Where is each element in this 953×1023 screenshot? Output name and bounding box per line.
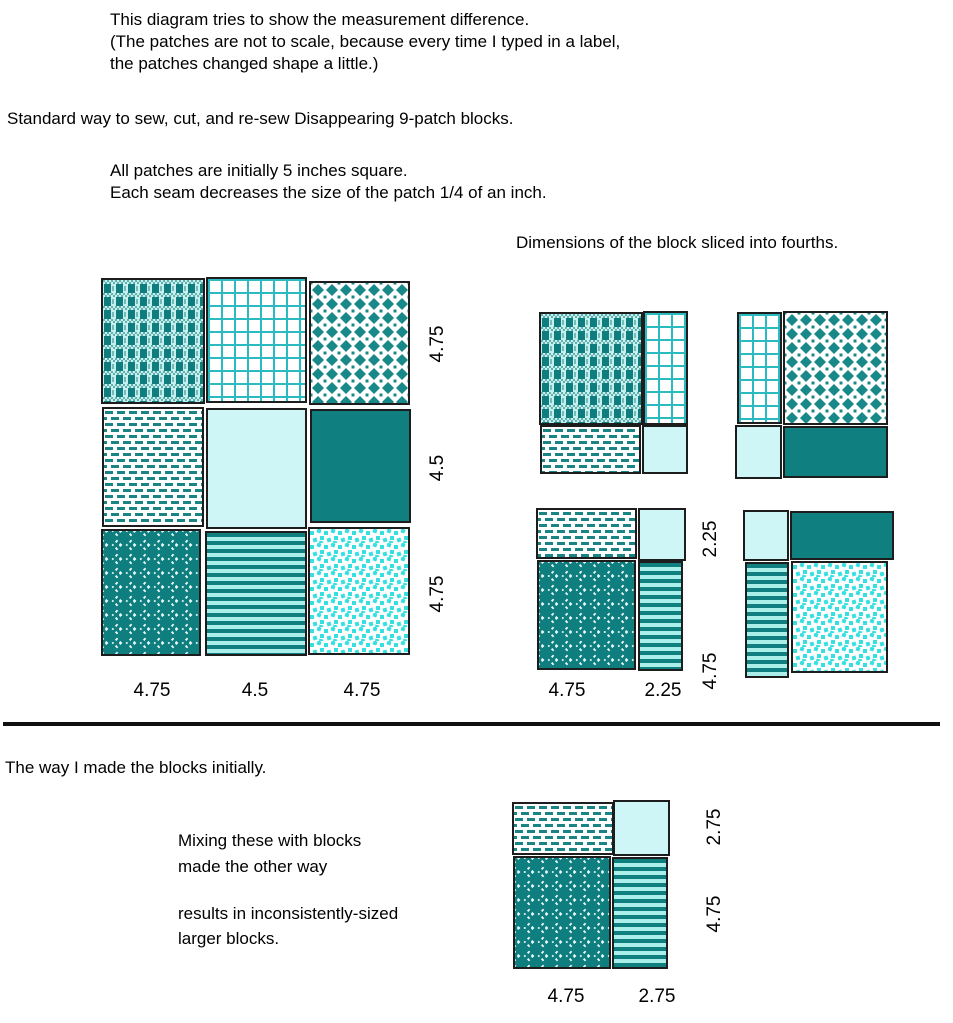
nine-patch-row-label: 4.75 — [427, 575, 448, 613]
patch-solid-light — [743, 510, 789, 561]
section2-para1-line1: Mixing these with blocks — [178, 831, 362, 850]
patch-plaid — [101, 278, 205, 404]
fourths-bottom-label: 2.25 — [644, 680, 682, 701]
section2-para1-line2: made the other way — [178, 857, 328, 876]
nine-patch-col-label: 4.5 — [241, 680, 269, 701]
initial-block-bottom-label: 4.75 — [547, 986, 585, 1007]
patch-stripes — [638, 561, 683, 671]
patch-solid-light — [642, 425, 688, 474]
section2-para2-line2: larger blocks. — [178, 929, 280, 948]
patch-solid-light — [638, 508, 686, 561]
section2-para2-line1: results in inconsistently-sized — [178, 904, 399, 923]
section1-note-1: All patches are initially 5 inches square. — [110, 161, 408, 180]
patch-dots — [791, 561, 888, 673]
patch-solid-dark — [790, 511, 894, 560]
patch-basket-weave — [513, 856, 611, 969]
nine-patch-row-label: 4.75 — [427, 325, 448, 363]
patch-dashes — [536, 508, 637, 559]
patch-solid-dark — [310, 409, 411, 523]
patch-dots — [308, 527, 410, 655]
intro-line-3: the patches changed shape a little.) — [110, 54, 379, 73]
fourths-side-label: 2.25 — [700, 520, 721, 558]
patch-stripes — [745, 562, 789, 678]
patch-grid — [737, 312, 782, 424]
intro-line-2: (The patches are not to scale, because every time I typed in a label, — [110, 32, 621, 51]
initial-block-bottom-label: 2.75 — [638, 986, 676, 1007]
fourths-bottom-label: 4.75 — [548, 680, 586, 701]
section1-heading: Standard way to sew, cut, and re-sew Disappearing 9-patch blocks. — [7, 109, 514, 128]
initial-block-side-label: 4.75 — [704, 895, 725, 933]
patch-stripes — [205, 531, 307, 656]
patch-solid-light — [613, 800, 670, 856]
patch-solid-dark — [783, 426, 888, 478]
nine-patch-row-label: 4.5 — [427, 454, 448, 482]
fourths-caption: Dimensions of the block sliced into fourths. — [516, 233, 839, 252]
initial-block-side-label: 2.75 — [704, 808, 725, 846]
patch-basket-weave — [101, 529, 201, 656]
patch-basket-weave — [537, 560, 636, 670]
patch-grid — [643, 311, 688, 425]
patch-solid-light — [206, 408, 307, 529]
section-divider — [3, 722, 940, 726]
patch-dashes — [512, 802, 614, 855]
patch-diamonds — [309, 281, 410, 405]
fourths-side-label: 4.75 — [700, 652, 721, 690]
intro-line-1: This diagram tries to show the measurement difference. — [110, 10, 530, 29]
patch-solid-light — [735, 425, 782, 479]
nine-patch-col-label: 4.75 — [133, 680, 171, 701]
patch-grid — [206, 277, 307, 403]
section2-heading: The way I made the blocks initially. — [5, 758, 267, 777]
patch-plaid — [539, 312, 643, 425]
section1-note-2: Each seam decreases the size of the patch 1/4 of an inch. — [110, 183, 547, 202]
patch-stripes — [612, 857, 668, 969]
patch-diamonds — [783, 311, 888, 425]
patch-dashes — [102, 407, 204, 527]
patch-dashes — [540, 425, 641, 474]
nine-patch-col-label: 4.75 — [343, 680, 381, 701]
